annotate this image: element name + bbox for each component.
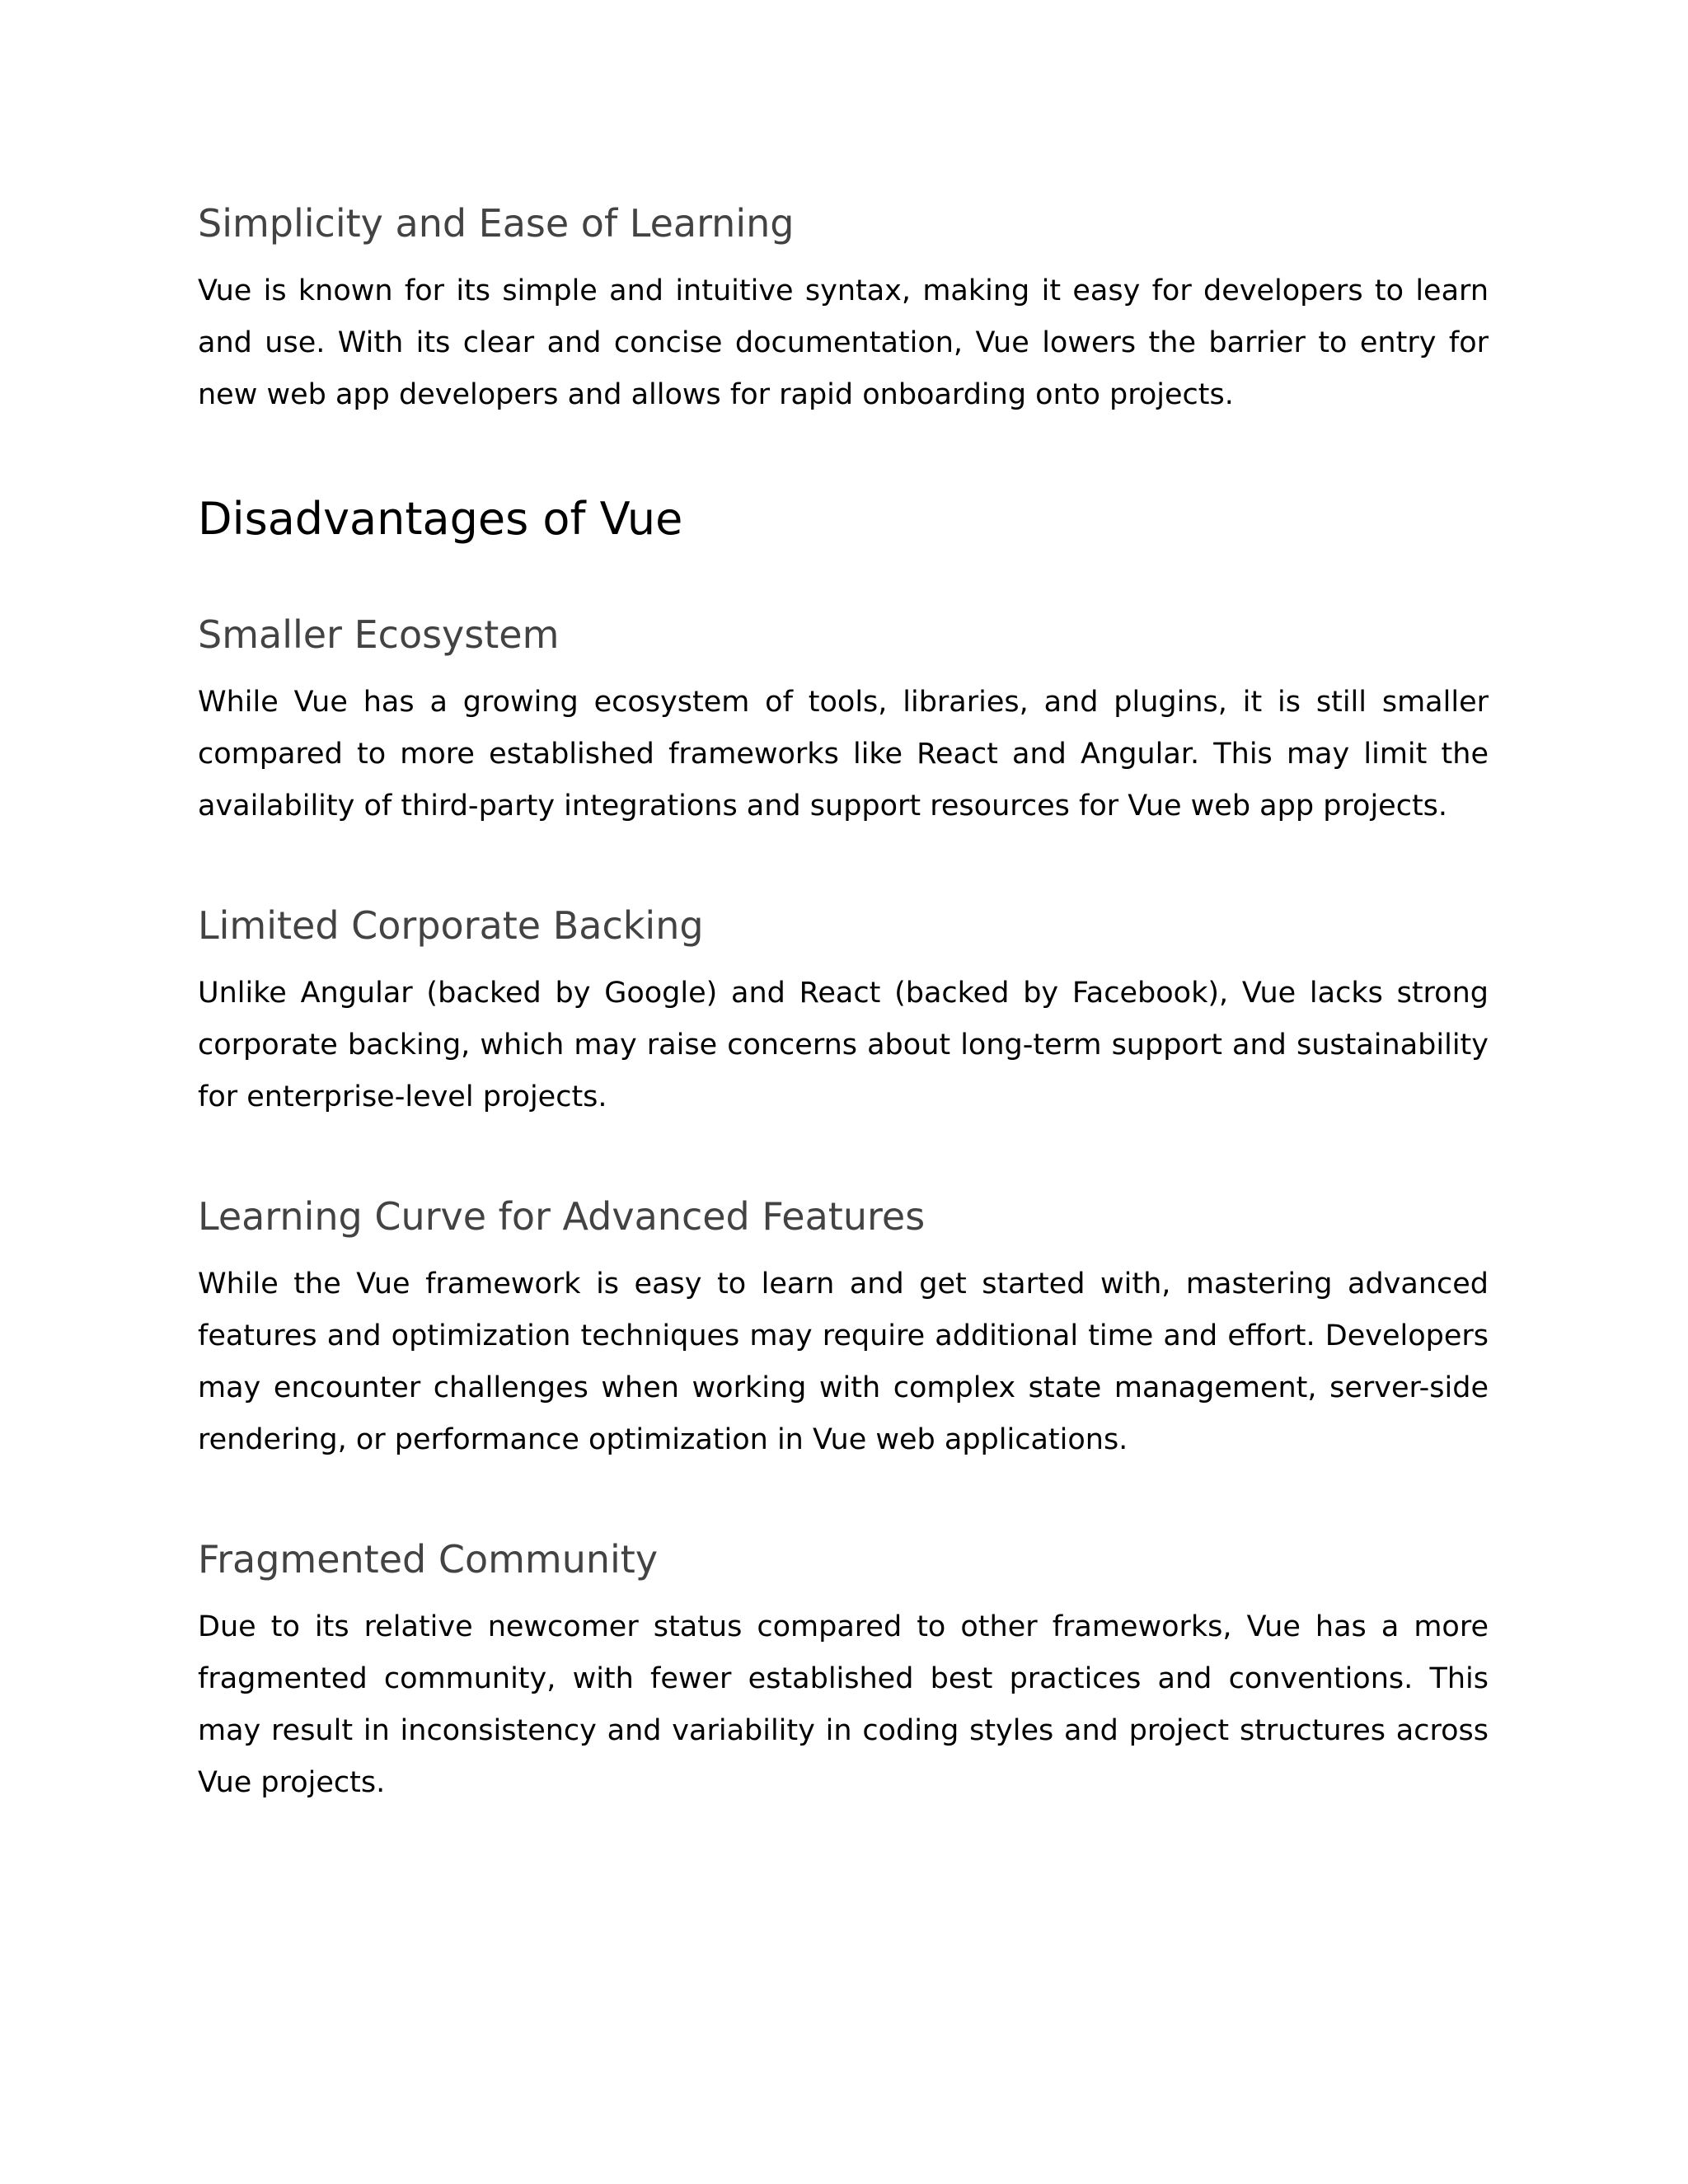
- section-fragmented-community: [198, 1534, 1489, 1809]
- section-learning-curve: [198, 1191, 1489, 1466]
- section-heading: Limited Corporate Backing: [198, 903, 704, 948]
- document-page: [198, 198, 1489, 2176]
- section-smaller-ecosystem: [198, 609, 1489, 832]
- section-paragraph: Vue is known for its simple and intuitive syntax, making it easy for developers to learn and use. With its clear and concise documentation, Vue lowers the barrier to entry for new web app developers and allows for rapid onboarding onto projects.: [198, 274, 1489, 411]
- section-paragraph: While the Vue framework is easy to learn and get started with, mastering advanced features and optimization techniques may require additional time and effort. Developers may encounter challenges when working with complex state management, server-side rendering, or performance optimization in Vue web applications.: [198, 1268, 1489, 1456]
- page-heading-disadvantages: Disadvantages of Vue: [198, 493, 683, 545]
- section-heading: Fragmented Community: [198, 1537, 659, 1582]
- section-paragraph: Due to its relative newcomer status compared to other frameworks, Vue has a more fragmented community, with fewer established best practices and conventions. This may result in inconsistency and variability in coding styles and project structures across Vue projects.: [198, 1610, 1489, 1799]
- section-limited-corporate-backing: [198, 900, 1489, 1123]
- section-heading: Learning Curve for Advanced Features: [198, 1194, 926, 1239]
- section-heading: Simplicity and Ease of Learning: [198, 201, 795, 246]
- section-heading: Smaller Ecosystem: [198, 612, 560, 657]
- section-simplicity: [198, 198, 1489, 421]
- section-paragraph: While Vue has a growing ecosystem of tools, libraries, and plugins, it is still smaller compared to more established frameworks like React and Angular. This may limit the availability of third-party integrations and support resources for Vue web app projects.: [198, 686, 1489, 823]
- section-paragraph: Unlike Angular (backed by Google) and React (backed by Facebook), Vue lacks strong corporate backing, which may raise concerns about long-term support and sustainability for enterprise-level projects.: [198, 977, 1489, 1113]
